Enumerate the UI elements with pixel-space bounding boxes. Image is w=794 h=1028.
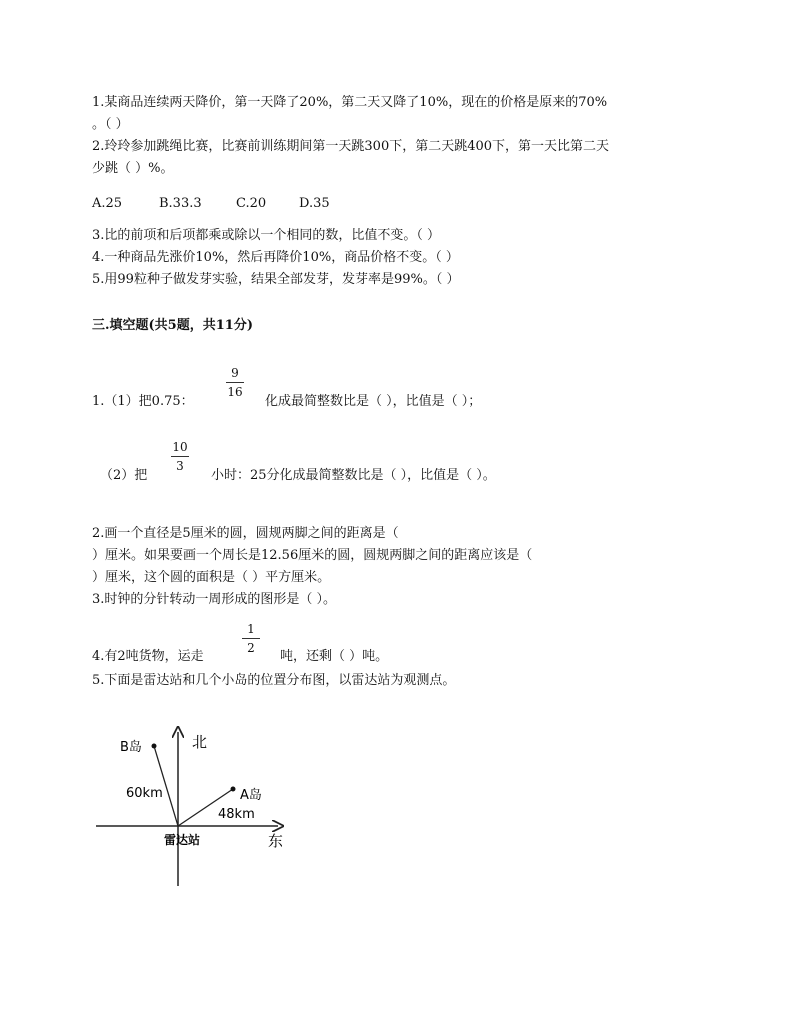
tf-q5: 5.用99粒种子做发芽实验，结果全部发芽，发芽率是99%。（ ）	[92, 272, 460, 287]
fill-q2-line2: ）厘米。如果要画一个周长是12.56厘米的圆，圆规两脚之间的距离应该是（	[92, 548, 533, 563]
fraction-9-16	[224, 366, 246, 399]
section-title: 三.填空题(共5题，共11分)	[92, 318, 253, 333]
fraction-bar	[226, 382, 244, 383]
a-island-label: A岛	[240, 788, 262, 803]
tf-q4: 4.一种商品先涨价10%，然后再降价10%，商品价格不变。（ ）	[92, 250, 459, 265]
tf-q2-line1: 2.玲玲参加跳绳比赛，比赛前训练期间第一天跳300下，第二天跳400下，第一天比第二天	[92, 139, 610, 154]
tf-q1-line2: 。（ ）	[92, 117, 129, 132]
b-island-label: B岛	[120, 740, 142, 755]
distance-a-label: 48km	[218, 807, 255, 822]
fraction-denominator: 3	[176, 459, 184, 473]
north-label: 北	[192, 733, 208, 751]
fraction-numerator: 1	[247, 622, 255, 636]
option-c: C.20	[236, 196, 267, 211]
option-a: A.25	[92, 196, 123, 211]
radar-station-label: 雷达站	[164, 833, 201, 847]
tf-q2-line2: 少跳（ ）%。	[92, 161, 174, 176]
fill-q1b-suffix: 小时：25分化成最简整数比是（ ），比值是（ ）。	[211, 468, 496, 483]
fill-q1a-prefix: 1.（1）把0.75：	[92, 394, 194, 409]
option-b: B.33.3	[159, 196, 202, 211]
fraction-numerator: 9	[231, 366, 239, 380]
fraction-1-2	[240, 622, 262, 655]
fraction-denominator: 16	[227, 385, 243, 399]
fill-q1a-suffix: 化成最简整数比是（ ），比值是（ ）；	[265, 394, 482, 409]
tf-q3: 3.比的前项和后项都乘或除以一个相同的数，比值不变。（ ）	[92, 228, 441, 243]
east-label: 东	[268, 832, 284, 850]
fill-q2-line1: 2.画一个直径是5厘米的圆，圆规两脚之间的距离是（	[92, 526, 399, 541]
fraction-bar	[171, 456, 189, 457]
fraction-10-3	[169, 440, 191, 473]
fill-q4-prefix: 4.有2吨货物，运走	[92, 649, 204, 664]
fill-q3: 3.时钟的分针转动一周形成的图形是（ ）。	[92, 592, 337, 607]
fill-q5: 5.下面是雷达站和几个小岛的位置分布图，以雷达站为观测点。	[92, 673, 456, 688]
fill-q2-line3: ）厘米，这个圆的面积是（ ）平方厘米。	[92, 570, 331, 585]
fraction-numerator: 10	[172, 440, 188, 454]
option-d: D.35	[299, 196, 330, 211]
fill-q4-suffix: 吨，还剩（ ）吨。	[280, 649, 389, 664]
a-island-point	[231, 787, 236, 792]
fill-q1b-prefix: （2）把	[100, 468, 148, 483]
fraction-denominator: 2	[247, 641, 255, 655]
fraction-bar	[242, 638, 260, 639]
tf-q1-line1: 1.某商品连续两天降价，第一天降了20%，第二天又降了10%，现在的价格是原来的70%	[92, 95, 608, 110]
radar-diagram	[90, 720, 310, 895]
b-island-point	[152, 744, 157, 749]
distance-b-label: 60km	[126, 786, 163, 801]
